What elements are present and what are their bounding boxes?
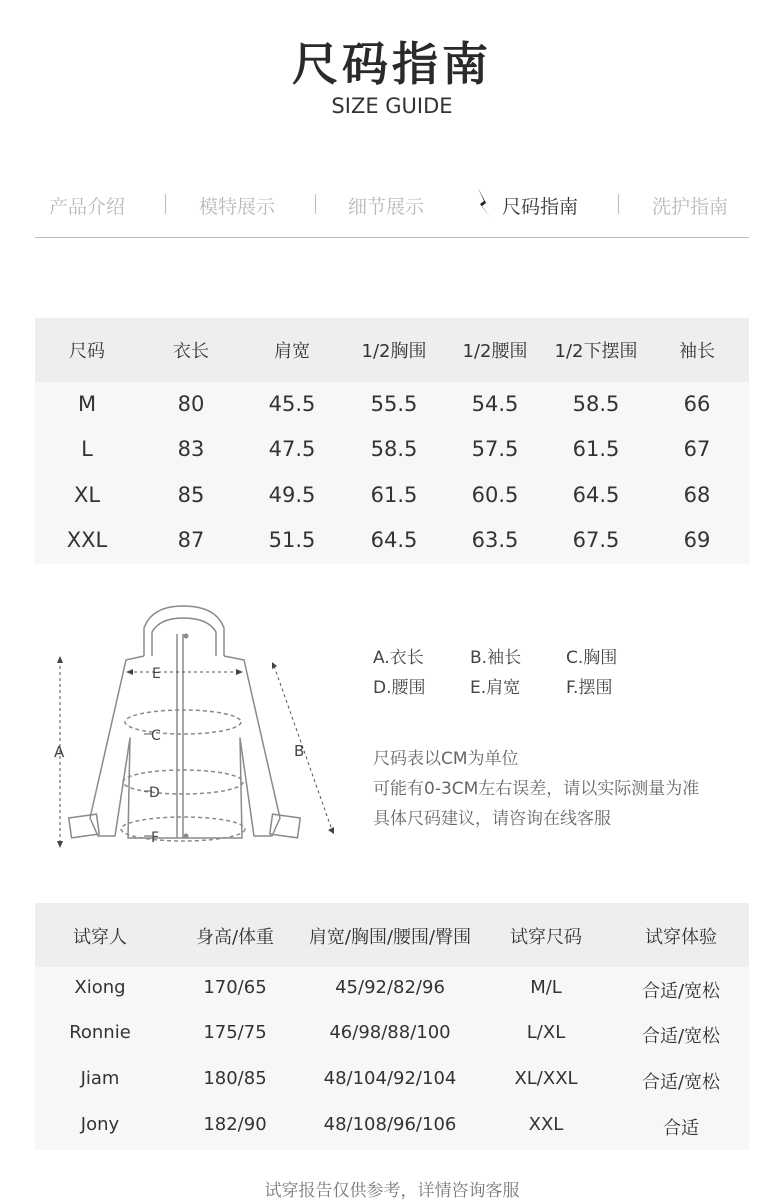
size-header-cell: 尺码 [69,341,105,362]
diagram-label-c: C [151,728,161,744]
size-header-cell: 1/2下摆围 [554,341,638,362]
legend-item: E.肩宽 [470,678,521,698]
size-cell: 80 [177,392,205,416]
trial-cell: 46/98/88/100 [329,1022,451,1043]
trial-header-cell: 试穿人 [73,927,127,948]
trial-cell: 170/65 [203,977,267,998]
note-unit: 尺码表以CM为单位 [373,749,519,769]
trial-table-header [35,903,749,967]
size-cell: M [77,392,97,416]
diagram-label-e: E [152,666,161,682]
legend-item: A.衣长 [373,648,424,668]
trial-cell: 48/108/96/106 [323,1114,457,1135]
trial-header-cell: 肩宽/胸围/腰围/臀围 [308,927,472,948]
legend-item: D.腰围 [373,678,426,698]
legend-item: C.胸围 [566,648,618,668]
size-cell: 64.5 [572,483,620,507]
trial-cell: Xiong [74,977,126,998]
trial-cell: 合适/宽松 [641,1026,721,1047]
nav-divider [618,194,619,214]
trial-cell: 175/75 [203,1022,267,1043]
diagram-label-b: B [294,742,305,760]
diagram-label-f: F [151,830,160,846]
trial-cell: 182/90 [203,1114,267,1135]
trial-table [35,903,749,1150]
size-header-cell: 1/2胸围 [361,341,427,362]
size-cell: 60.5 [471,483,519,507]
trial-cell: Jony [80,1114,120,1135]
brand-logo-icon [473,186,495,224]
size-cell: 61.5 [572,437,620,461]
size-cell: 47.5 [268,437,316,461]
size-cell: 63.5 [471,528,519,552]
trial-cell: Ronnie [69,1022,131,1043]
size-cell: 64.5 [370,528,418,552]
size-cell: 54.5 [471,392,519,416]
trial-cell: L/XL [526,1022,566,1043]
size-cell: 67.5 [572,528,620,552]
nav-item-care-guide[interactable]: 洗护指南 [652,196,729,218]
size-cell: 69 [683,528,711,552]
trial-cell: XL/XXL [514,1068,578,1089]
size-table [35,318,749,564]
note-error: 可能有0-3CM左右误差，请以实际测量为准 [373,779,700,799]
trial-cell: 48/104/92/104 [323,1068,457,1089]
size-cell: 49.5 [268,483,316,507]
page-subtitle: SIZE GUIDE [331,94,453,118]
size-cell: L [81,437,93,461]
diagram-label-a: A [54,743,65,761]
trial-table-body [35,967,749,1150]
trial-cell: M/L [530,977,562,998]
size-cell: 61.5 [370,483,418,507]
nav-divider [165,194,166,214]
size-header-cell: 衣长 [173,341,209,362]
nav-underline [35,237,749,238]
size-table-header [35,318,749,382]
trial-header-cell: 试穿体验 [645,927,717,948]
trial-cell: XXL [528,1114,564,1135]
section-nav [35,186,749,222]
trial-cell: 合适 [663,1118,699,1139]
note-advice: 具体尺码建议，请咨询在线客服 [373,809,611,829]
trial-cell: 合适/宽松 [641,981,721,1002]
legend-item: B.袖长 [470,648,522,668]
legend-item: F.摆围 [566,678,613,698]
trial-cell: 合适/宽松 [641,1072,721,1093]
size-cell: 87 [177,528,205,552]
footer-disclaimer: 试穿报告仅供参考，详情咨询客服 [264,1181,520,1201]
trial-cell: Jiam [80,1068,120,1089]
size-cell: 51.5 [268,528,316,552]
size-cell: XL [73,483,101,507]
size-cell: 67 [683,437,711,461]
nav-item-detail-show[interactable]: 细节展示 [348,196,425,218]
size-cell: XXL [66,528,108,552]
nav-item-product-intro[interactable]: 产品介绍 [49,196,126,218]
nav-item-size-guide[interactable]: 尺码指南 [502,196,579,218]
trial-header-cell: 试穿尺码 [510,927,582,948]
size-header-cell: 肩宽 [274,341,310,362]
diagram-label-d: D [149,785,160,801]
nav-divider [315,194,316,214]
size-header-cell: 1/2腰围 [462,341,528,362]
size-cell: 66 [683,392,711,416]
trial-cell: 180/85 [203,1068,267,1089]
trial-header-cell: 身高/体重 [195,927,275,948]
trial-cell: 45/92/82/96 [335,977,445,998]
size-cell: 85 [177,483,205,507]
page-title: 尺码指南 [292,37,492,91]
size-cell: 68 [683,483,711,507]
size-cell: 55.5 [370,392,418,416]
size-table-body [35,382,749,564]
jacket-measurement-diagram [40,598,350,860]
size-cell: 57.5 [471,437,519,461]
size-cell: 83 [177,437,205,461]
size-cell: 58.5 [572,392,620,416]
size-cell: 45.5 [268,392,316,416]
size-cell: 58.5 [370,437,418,461]
size-header-cell: 袖长 [679,341,715,362]
nav-item-model-show[interactable]: 模特展示 [199,196,276,218]
